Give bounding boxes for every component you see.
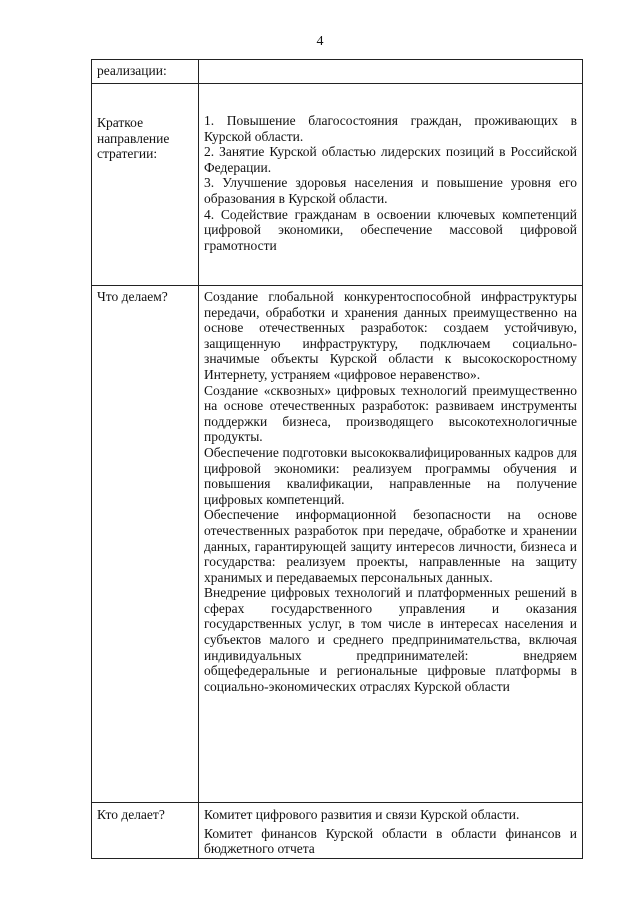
strategy-table (91, 59, 583, 859)
row-label: Кто делает? (92, 803, 199, 859)
strategy-direction-3: 3. Улучшение здоровья населения и повышение уровня его образования в Курской области. (204, 175, 577, 206)
row-label: Краткое направление стратегии: (92, 84, 199, 286)
row-content-empty (199, 60, 583, 84)
table-row (92, 803, 583, 859)
table-row (92, 286, 583, 803)
activity-paragraph: Создание глобальной конкурентоспособной инфраструктуры передачи, обработки и хранения данных преимущественно на основе отечественных разработок: создаем устойчивую, защищенную инфраструктуру, подключаем социально-значимые объекты Курской области к высокоскоростному Интернету, устраняем «цифровое неравенство». (204, 289, 577, 382)
strategy-direction-2: 2. Занятие Курской областью лидерских позиций в Российской Федерации. (204, 144, 577, 175)
activity-paragraph: Обеспечение подготовки высококвалифицированных кадров для цифровой экономики: реализуем программы обучения и повышения квалификации, направленные на получение цифровых компетенций. (204, 444, 577, 507)
row-label: Что делаем? (92, 286, 199, 803)
activities-cell (199, 286, 583, 803)
activity-paragraph: Обеспечение информационной безопасности на основе отечественных разработок при передаче, обработке и хранении данных, гарантирующей защиту интересов личности, бизнеса и государства: реализуем проекты, направленные на защиту хранимых и передаваемых персональных данных. (204, 507, 577, 585)
activity-paragraph: Внедрение цифровых технологий и платформенных решений в сферах государственного управления и оказания государственных услуг, в том числе в интересах населения и субъектов малого и среднего предпринимательства, включая индивидуальных предпринимателей: внедряем общефедеральные и региональные цифровые платформы в социально-экономических отраслях Курской области (204, 585, 577, 694)
page-number: 4 (316, 34, 324, 49)
table-row (92, 60, 583, 84)
activity-paragraph: Создание «сквозных» цифровых технологий преимущественно на основе отечественных разработок: развиваем инструменты поддержки бизнеса, производящего высокотехнологичные продукты. (204, 382, 577, 445)
strategy-directions-cell (199, 84, 583, 286)
responsible-paragraph: Комитет финансов Курской области в области финансов и бюджетного отчета (204, 825, 577, 857)
responsible-cell (199, 803, 583, 859)
responsible-paragraph: Комитет цифрового развития и связи Курской области. (204, 807, 520, 822)
strategy-direction-4: 4. Содействие гражданам в освоении ключевых компетенций цифровой экономики, обеспечение массовой цифровой грамотности (204, 206, 577, 253)
row-label: реализации: (92, 60, 199, 84)
table-row (92, 84, 583, 286)
strategy-direction-1: 1. Повышение благосостояния граждан, проживающих в Курской области. (204, 113, 577, 144)
